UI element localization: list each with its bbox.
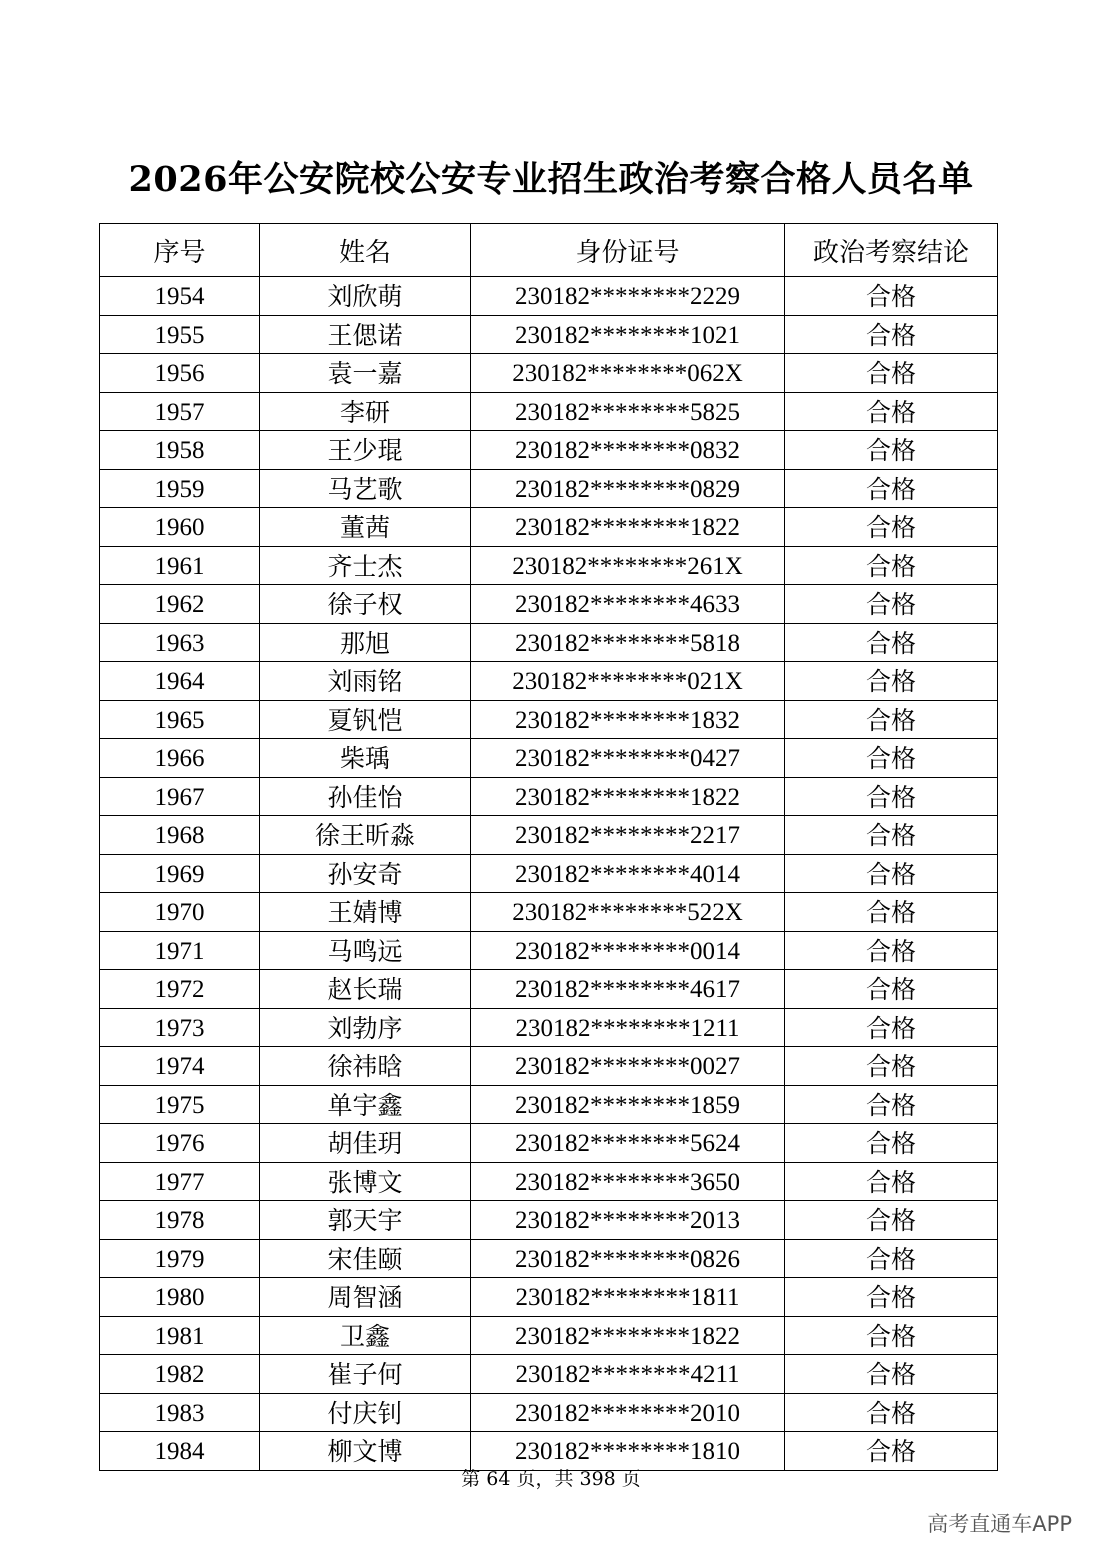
table-row (100, 1278, 998, 1317)
table-row (100, 662, 998, 701)
cell-seq: 1980 (100, 1278, 260, 1317)
cell-conclusion: 合格 (785, 700, 998, 739)
cell-id-number: 230182********1822 (471, 777, 785, 816)
cell-id-number: 230182********3650 (471, 1162, 785, 1201)
cell-seq: 1963 (100, 623, 260, 662)
document-title: 2026年公安院校公安专业招生政治考察合格人员名单 (128, 159, 974, 200)
cell-id-number: 230182********0832 (471, 431, 785, 470)
cell-conclusion: 合格 (785, 508, 998, 547)
cell-id-number: 230182********1810 (471, 1432, 785, 1471)
cell-name: 宋佳颐 (260, 1239, 471, 1278)
cell-id-number: 230182********0014 (471, 931, 785, 970)
cell-seq: 1984 (100, 1432, 260, 1471)
cell-conclusion: 合格 (785, 392, 998, 431)
cell-conclusion: 合格 (785, 431, 998, 470)
cell-name: 王婧博 (260, 893, 471, 932)
table-row (100, 623, 998, 662)
cell-id-number: 230182********5825 (471, 392, 785, 431)
cell-conclusion: 合格 (785, 1085, 998, 1124)
table-row (100, 893, 998, 932)
cell-id-number: 230182********062X (471, 354, 785, 393)
cell-seq: 1954 (100, 277, 260, 316)
cell-id-number: 230182********4617 (471, 970, 785, 1009)
cell-conclusion: 合格 (785, 546, 998, 585)
cell-seq: 1962 (100, 585, 260, 624)
table-row (100, 431, 998, 470)
page-number: 第 64 页，共 398 页 (461, 1468, 641, 1490)
cell-conclusion: 合格 (785, 931, 998, 970)
cell-conclusion: 合格 (785, 1432, 998, 1471)
cell-seq: 1961 (100, 546, 260, 585)
cell-seq: 1982 (100, 1355, 260, 1394)
cell-conclusion: 合格 (785, 739, 998, 778)
cell-conclusion: 合格 (785, 854, 998, 893)
cell-seq: 1973 (100, 1008, 260, 1047)
cell-name: 赵长瑞 (260, 970, 471, 1009)
roster-table (99, 223, 998, 1471)
cell-name: 柴瑀 (260, 739, 471, 778)
cell-id-number: 230182********021X (471, 662, 785, 701)
cell-name: 马鸣远 (260, 931, 471, 970)
cell-name: 刘勃序 (260, 1008, 471, 1047)
table-row (100, 700, 998, 739)
cell-name: 单宇鑫 (260, 1085, 471, 1124)
table-body (100, 277, 998, 1471)
cell-conclusion: 合格 (785, 469, 998, 508)
table-row (100, 1085, 998, 1124)
cell-id-number: 230182********5818 (471, 623, 785, 662)
cell-seq: 1978 (100, 1201, 260, 1240)
cell-id-number: 230182********4633 (471, 585, 785, 624)
cell-name: 李研 (260, 392, 471, 431)
cell-id-number: 230182********2229 (471, 277, 785, 316)
cell-conclusion: 合格 (785, 1008, 998, 1047)
cell-seq: 1975 (100, 1085, 260, 1124)
cell-name: 张博文 (260, 1162, 471, 1201)
cell-seq: 1983 (100, 1393, 260, 1432)
cell-id-number: 230182********4014 (471, 854, 785, 893)
cell-name: 徐王昕淼 (260, 816, 471, 855)
cell-seq: 1969 (100, 854, 260, 893)
cell-seq: 1960 (100, 508, 260, 547)
cell-conclusion: 合格 (785, 585, 998, 624)
table-row (100, 585, 998, 624)
cell-id-number: 230182********0427 (471, 739, 785, 778)
cell-name: 卫鑫 (260, 1316, 471, 1355)
cell-name: 孙佳怡 (260, 777, 471, 816)
table-row (100, 1201, 998, 1240)
cell-name: 马艺歌 (260, 469, 471, 508)
table-row (100, 970, 998, 1009)
cell-seq: 1974 (100, 1047, 260, 1086)
cell-conclusion: 合格 (785, 816, 998, 855)
cell-id-number: 230182********0826 (471, 1239, 785, 1278)
cell-name: 徐子权 (260, 585, 471, 624)
table-header-row (100, 224, 998, 277)
cell-seq: 1976 (100, 1124, 260, 1163)
cell-conclusion: 合格 (785, 1355, 998, 1394)
watermark: 高考直通车APP (927, 1512, 1072, 1536)
cell-seq: 1964 (100, 662, 260, 701)
header-name: 姓名 (260, 224, 471, 277)
cell-seq: 1956 (100, 354, 260, 393)
header-conclusion: 政治考察结论 (785, 224, 998, 277)
table-row (100, 739, 998, 778)
cell-id-number: 230182********522X (471, 893, 785, 932)
cell-name: 孙安奇 (260, 854, 471, 893)
table-row (100, 1355, 998, 1394)
cell-conclusion: 合格 (785, 1047, 998, 1086)
table-row (100, 931, 998, 970)
cell-name: 王偲诺 (260, 315, 471, 354)
cell-id-number: 230182********261X (471, 546, 785, 585)
cell-id-number: 230182********1021 (471, 315, 785, 354)
cell-name: 刘欣萌 (260, 277, 471, 316)
cell-id-number: 230182********2013 (471, 1201, 785, 1240)
cell-id-number: 230182********0829 (471, 469, 785, 508)
cell-conclusion: 合格 (785, 1239, 998, 1278)
cell-conclusion: 合格 (785, 1393, 998, 1432)
header-seq: 序号 (100, 224, 260, 277)
cell-name: 徐祎晗 (260, 1047, 471, 1086)
cell-name: 齐士杰 (260, 546, 471, 585)
cell-name: 郭天宇 (260, 1201, 471, 1240)
table-row (100, 392, 998, 431)
table-row (100, 854, 998, 893)
cell-id-number: 230182********1832 (471, 700, 785, 739)
cell-name: 袁一嘉 (260, 354, 471, 393)
cell-conclusion: 合格 (785, 315, 998, 354)
table-row (100, 1316, 998, 1355)
cell-seq: 1966 (100, 739, 260, 778)
cell-seq: 1979 (100, 1239, 260, 1278)
cell-name: 付庆钊 (260, 1393, 471, 1432)
cell-conclusion: 合格 (785, 1162, 998, 1201)
cell-conclusion: 合格 (785, 277, 998, 316)
cell-conclusion: 合格 (785, 1316, 998, 1355)
cell-seq: 1967 (100, 777, 260, 816)
cell-name: 胡佳玥 (260, 1124, 471, 1163)
table-row (100, 354, 998, 393)
cell-name: 刘雨铭 (260, 662, 471, 701)
cell-name: 崔子何 (260, 1355, 471, 1394)
header-id-number: 身份证号 (471, 224, 785, 277)
cell-id-number: 230182********0027 (471, 1047, 785, 1086)
table-row (100, 508, 998, 547)
cell-name: 周智涵 (260, 1278, 471, 1317)
table-row (100, 469, 998, 508)
cell-id-number: 230182********4211 (471, 1355, 785, 1394)
cell-id-number: 230182********2217 (471, 816, 785, 855)
cell-conclusion: 合格 (785, 1124, 998, 1163)
table-row (100, 277, 998, 316)
cell-name: 那旭 (260, 623, 471, 662)
table-row (100, 1393, 998, 1432)
cell-name: 柳文博 (260, 1432, 471, 1471)
cell-conclusion: 合格 (785, 662, 998, 701)
cell-id-number: 230182********1822 (471, 508, 785, 547)
cell-conclusion: 合格 (785, 354, 998, 393)
cell-conclusion: 合格 (785, 623, 998, 662)
cell-seq: 1971 (100, 931, 260, 970)
table-row (100, 1162, 998, 1201)
cell-name: 王少琨 (260, 431, 471, 470)
cell-conclusion: 合格 (785, 777, 998, 816)
cell-seq: 1958 (100, 431, 260, 470)
cell-seq: 1970 (100, 893, 260, 932)
cell-id-number: 230182********1822 (471, 1316, 785, 1355)
table-row (100, 1124, 998, 1163)
cell-id-number: 230182********5624 (471, 1124, 785, 1163)
table-row (100, 1008, 998, 1047)
cell-conclusion: 合格 (785, 1278, 998, 1317)
cell-seq: 1981 (100, 1316, 260, 1355)
table-row (100, 777, 998, 816)
table-row (100, 1239, 998, 1278)
cell-seq: 1959 (100, 469, 260, 508)
table-row (100, 546, 998, 585)
cell-seq: 1977 (100, 1162, 260, 1201)
cell-name: 夏钒恺 (260, 700, 471, 739)
cell-seq: 1968 (100, 816, 260, 855)
cell-conclusion: 合格 (785, 970, 998, 1009)
cell-conclusion: 合格 (785, 893, 998, 932)
cell-id-number: 230182********2010 (471, 1393, 785, 1432)
cell-name: 董茜 (260, 508, 471, 547)
cell-id-number: 230182********1859 (471, 1085, 785, 1124)
table-row (100, 816, 998, 855)
cell-seq: 1955 (100, 315, 260, 354)
cell-seq: 1957 (100, 392, 260, 431)
cell-id-number: 230182********1211 (471, 1008, 785, 1047)
table-row (100, 315, 998, 354)
table-row (100, 1047, 998, 1086)
cell-seq: 1965 (100, 700, 260, 739)
cell-conclusion: 合格 (785, 1201, 998, 1240)
cell-id-number: 230182********1811 (471, 1278, 785, 1317)
cell-seq: 1972 (100, 970, 260, 1009)
